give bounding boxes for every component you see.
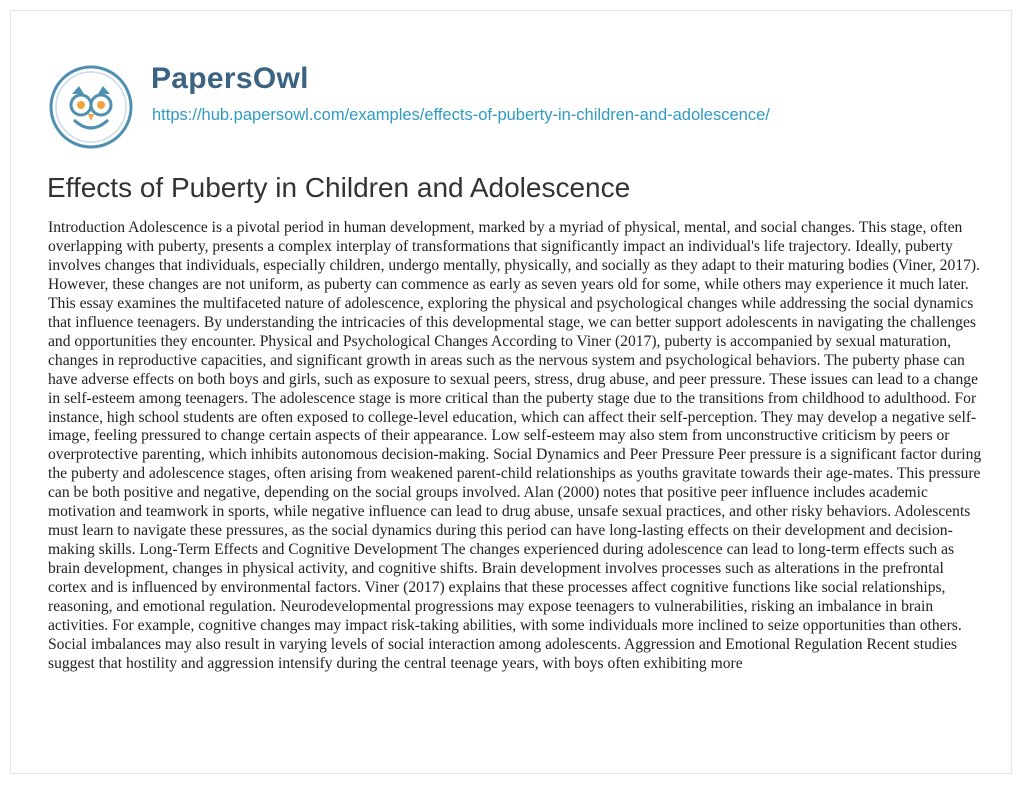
brand-name[interactable]: PapersOwl xyxy=(151,62,309,95)
site-header xyxy=(48,58,968,148)
page-title: Effects of Puberty in Children and Adolescence xyxy=(47,172,631,203)
source-url-link[interactable]: https://hub.papersowl.com/examples/effects-of-puberty-in-children-and-adolescence/ xyxy=(152,106,770,124)
owl-logo-icon xyxy=(48,64,134,150)
article-body: Introduction Adolescence is a pivotal period in human development, marked by a myriad of physical, mental, and social changes. This stage, often overlapping with puberty, presents a complex interplay of transformations that significantly impact an individual's life trajectory. Ideally, puberty involves changes that individuals, especially children, undergo mentally, physically, and socially as they adapt to their maturing bodies (Viner, 2017). However, these changes are not uniform, as puberty can commence as early as seven years old for some, while others may experience it much later. This essay examines the multifaceted nature of adolescence, exploring the physical and psychological changes while addressing the social dynamics that influence teenagers. By understanding the intricacies of this developmental stage, we can better support adolescents in navigating the challenges and opportunities they encounter. Physical and Psychological Changes According to Viner (2017), puberty is accompanied by sexual maturation, changes in reproductive capacities, and significant growth in areas such as the nervous system and psychological behaviors. The puberty phase can have adverse effects on both boys and girls, such as exposure to sexual peers, stress, drug abuse, and peer pressure. These issues can lead to a change in self-esteem among teenagers. The adolescence stage is more critical than the puberty stage due to the transitions from childhood to adulthood. For instance, high school students are often exposed to college-level education, which can affect their self-perception. They may develop a negative self-image, feeling pressured to change certain aspects of their appearance. Low self-esteem may also stem from unconstructive criticism by peers or overprotective parenting, which inhibits autonomous decision-making. Social Dynamics and Peer Pressure Peer pressure is a significant factor during the puberty and adolescence stages, often arising from weakened parent-child relationships as youths gravitate towards their age-mates. This pressure can be both positive and negative, depending on the social groups involved. Alan (2000) notes that positive peer influence includes academic motivation and teamwork in sports, while negative influence can lead to drug abuse, unsafe sexual practices, and other risky behaviors. Adolescents must learn to navigate these pressures, as the social dynamics during this period can have long-lasting effects on their development and decision-making skills. Long-Term Effects and Cognitive Development The changes experienced during adolescence can lead to long-term effects such as brain development, changes in physical activity, and cognitive shifts. Brain development involves processes such as alterations in the prefrontal cortex and is influenced by environmental factors. Viner (2017) explains that these processes affect cognitive functions like social relationships, reasoning, and emotional regulation. Neurodevelopmental progressions may expose teenagers to vulnerabilities, risking an imbalance in brain activities. For example, cognitive changes may impact risk-taking abilities, with some individuals more inclined to seize opportunities than others. Social imbalances may also result in varying levels of social interaction among adolescents. Aggression and Emotional Regulation Recent studies suggest that hostility and aggression intensify during the central teenage years, with boys often exhibiting more xyxy=(48,219,982,672)
